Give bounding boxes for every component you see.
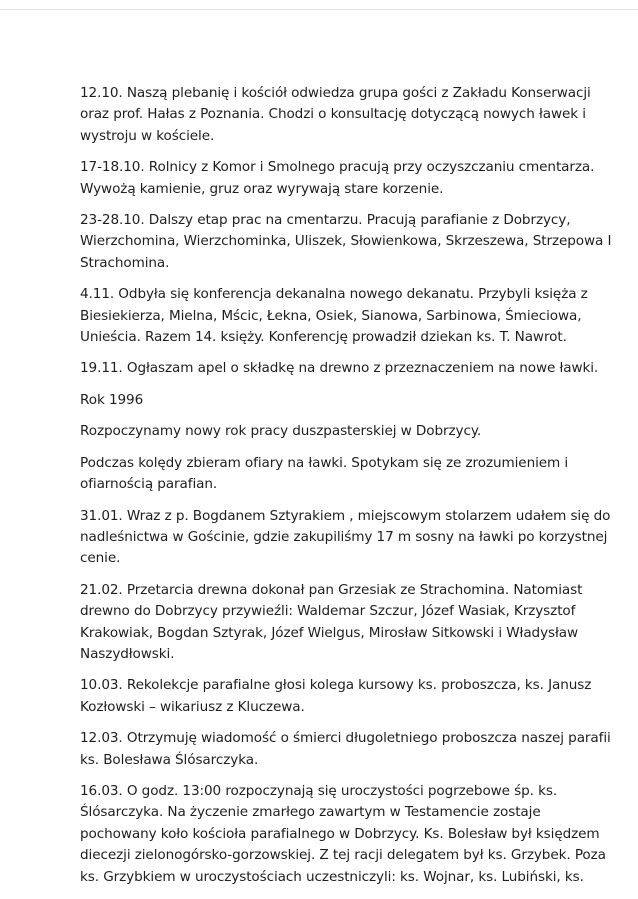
text-line: drewno do Dobrzycy przywieźli: Waldemar Szczur, Józef Wasiak, Krzysztof: [80, 603, 576, 620]
text-line: Ślósarczyka. Na życzenie zmarłego zawartym w Testamencie zostaje: [80, 804, 541, 821]
text-line: Krakowiak, Bogdan Sztyrak, Józef Wielgus, Mirosław Sitkowski i Władysław: [80, 624, 579, 641]
paragraph-17-18-10: [80, 157, 595, 200]
text-line: 12.03. Otrzymuję wiadomość o śmierci długoletniego proboszcza naszej parafii: [80, 730, 611, 747]
text-line: 31.01. Wraz z p. Bogdanem Sztyrakiem , miejscowym stolarzem udałem się do: [80, 507, 611, 524]
page-top-edge: [0, 9, 638, 10]
text-line: ks. Grzybkiem w uroczystościach uczestniczyli: ks. Wojnar, ks. Lubiński, ks.: [80, 868, 584, 885]
text-line: oraz prof. Hałas z Poznania. Chodzi o konsultację dotyczącą nowych ławek i: [80, 106, 586, 123]
paragraph-23-28-10: [80, 210, 612, 274]
text-line: 12.10. Naszą plebanię i kościół odwiedza grupa gości z Zakładu Konserwacji: [80, 85, 591, 101]
text-line: 17-18.10. Rolnicy z Komor i Smolnego pracują przy oczyszczaniu cmentarza.: [80, 159, 595, 176]
paragraph-10-03: [80, 675, 592, 718]
document-body: [80, 83, 612, 898]
paragraph-19-11: [80, 358, 599, 379]
paragraph-31-01: [80, 506, 611, 570]
text-line: Wierzchomina, Wierzchominka, Uliszek, Słowienkowa, Skrzeszewa, Strzepowa I: [80, 233, 612, 250]
text-line: 21.02. Przetarcia drewna dokonał pan Grzesiak ze Strachomina. Natomiast: [80, 581, 583, 598]
text-line: ks. Bolesława Ślósarczyka.: [80, 751, 259, 768]
paragraph-koleda: [80, 453, 570, 496]
text-line: Kozłowski – wikariusz z Kluczewa.: [80, 698, 305, 715]
text-line: diecezji zielonogórsko-gorzowskiej. Z tej racji delegatem był ks. Grzybek. Poza: [80, 847, 606, 864]
paragraph-12-10: [80, 83, 591, 147]
text-line: 16.03. O godz. 13:00 rozpoczynają się uroczystości pogrzebowe śp. ks.: [80, 782, 558, 799]
paragraph-12-03: [80, 728, 611, 771]
text-line: Rozpoczynamy nowy rok pracy duszpasterskiej w Dobrzycy.: [80, 423, 482, 440]
text-line: Podczas kolędy zbieram ofiary na ławki. Spotykam się ze zrozumieniem i: [80, 454, 569, 471]
text-line: Unieścia. Razem 14. księży. Konferencję prowadził dziekan ks. T. Nawrot.: [80, 329, 567, 346]
paragraph-21-02: [80, 580, 583, 666]
text-line: wystroju w kościele.: [80, 127, 215, 144]
text-line: Biesiekierza, Mielna, Mścic, Łekna, Osiek, Sianowa, Sarbinowa, Śmieciowa,: [80, 307, 582, 324]
text-line: 4.11. Odbyła się konferencja dekanalna nowego dekanatu. Przybyli księża z: [80, 286, 588, 303]
text-line: pochowany koło kościoła parafialnego w Dobrzycy. Ks. Bolesław był księdzem: [80, 825, 600, 842]
text-line: 10.03. Rekolekcje parafialne głosi kolega kursowy ks. proboszcza, ks. Janusz: [80, 677, 592, 694]
text-line: Rok 1996: [80, 391, 144, 408]
text-line: Wywożą kamienie, gruz oraz wyrywają stare korzenie.: [80, 180, 444, 197]
text-line: Naszydłowski.: [80, 645, 175, 662]
section-heading-rok-1996: [80, 390, 570, 411]
paragraph-new-year: [80, 421, 570, 442]
text-line: cenie.: [80, 550, 121, 567]
text-line: ofiarnością parafian.: [80, 476, 218, 493]
paragraph-16-03: [80, 781, 606, 888]
text-line: Strachomina.: [80, 254, 170, 271]
text-line: 23-28.10. Dalszy etap prac na cmentarzu. Pracują parafianie z Dobrzycy,: [80, 212, 571, 229]
text-line: 19.11. Ogłaszam apel o składkę na drewno z przeznaczeniem na nowe ławki.: [80, 360, 599, 377]
paragraph-4-11: [80, 284, 588, 348]
text-line: nadleśnictwa w Gościnie, gdzie zakupiliśmy 17 m sosny na ławki po korzystnej: [80, 528, 608, 545]
